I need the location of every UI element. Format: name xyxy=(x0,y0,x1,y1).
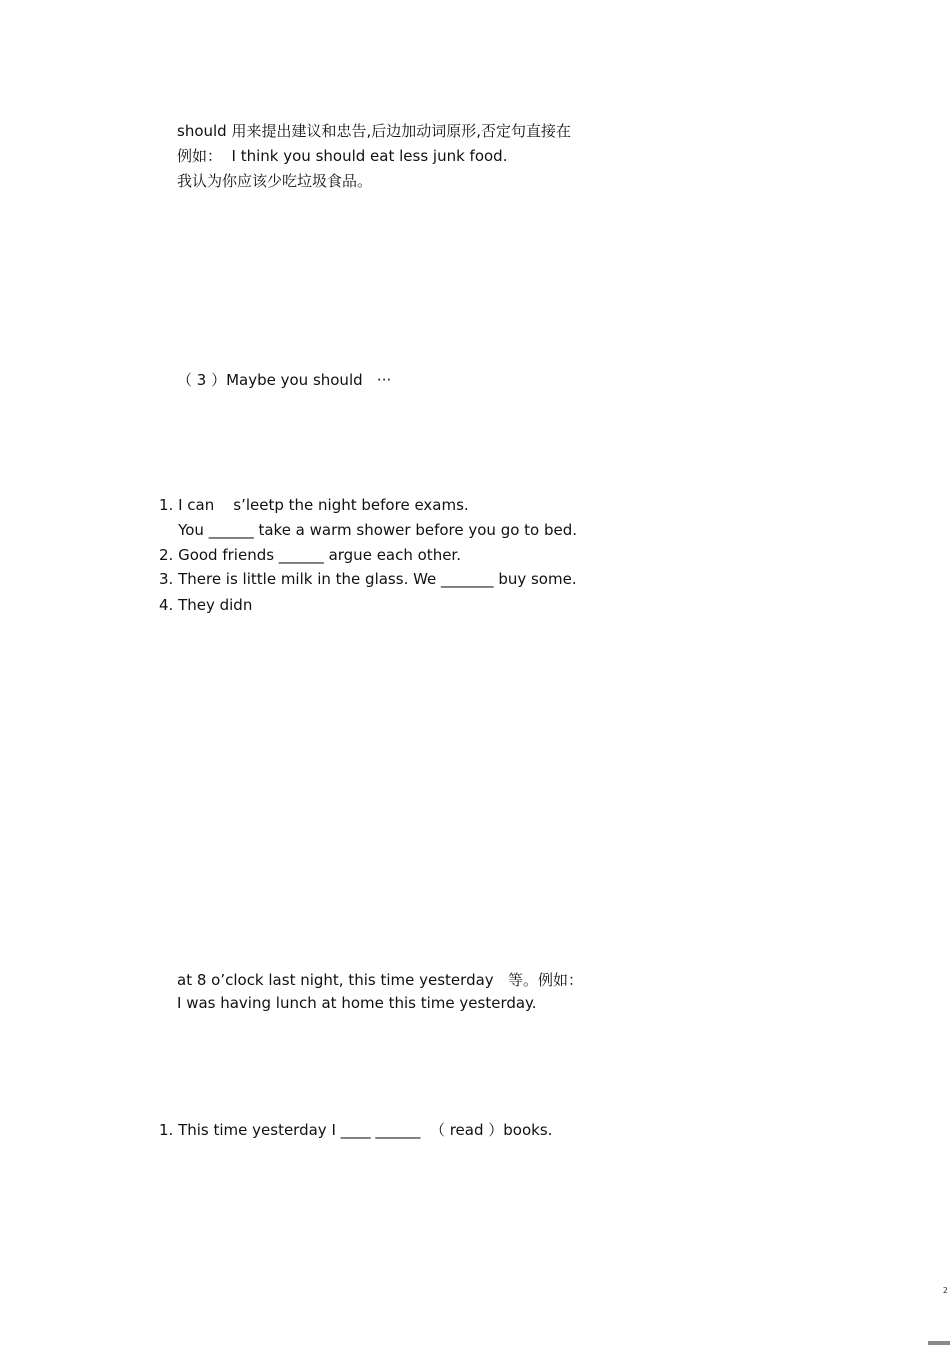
past-continuous-time-phrases: at 8 o’clock last night, this time yesterday 等。例如： xyxy=(177,971,583,989)
page-corner-bar xyxy=(928,1341,950,1345)
should-example-english: 例如： I think you should eat less junk food. xyxy=(177,147,508,165)
exercise-item: 2. Good friends ______ argue each other. xyxy=(159,546,461,564)
maybe-should-heading: （ 3 ）Maybe you should ··· xyxy=(177,371,392,389)
exercise-item: 3. There is little milk in the glass. We _______ buy some. xyxy=(159,570,577,588)
exercise-item: 4. They didn xyxy=(159,596,253,614)
page-number: 2 xyxy=(942,1286,948,1295)
exercise-item: You ______ take a warm shower before you go to bed. xyxy=(159,521,578,539)
past-continuous-example: I was having lunch at home this time yesterday. xyxy=(177,994,537,1012)
exercise-item: 1. This time yesterday I ____ ______ （ read ）books. xyxy=(159,1121,553,1139)
exercise-item: 1. I can s’leetp the night before exams. xyxy=(159,496,469,514)
should-example-chinese: 我认为你应该少吃垃圾食品。 xyxy=(177,172,373,190)
should-rule-text: should 用来提出建议和忠告,后边加动词原形,否定句直接在 xyxy=(177,122,572,140)
